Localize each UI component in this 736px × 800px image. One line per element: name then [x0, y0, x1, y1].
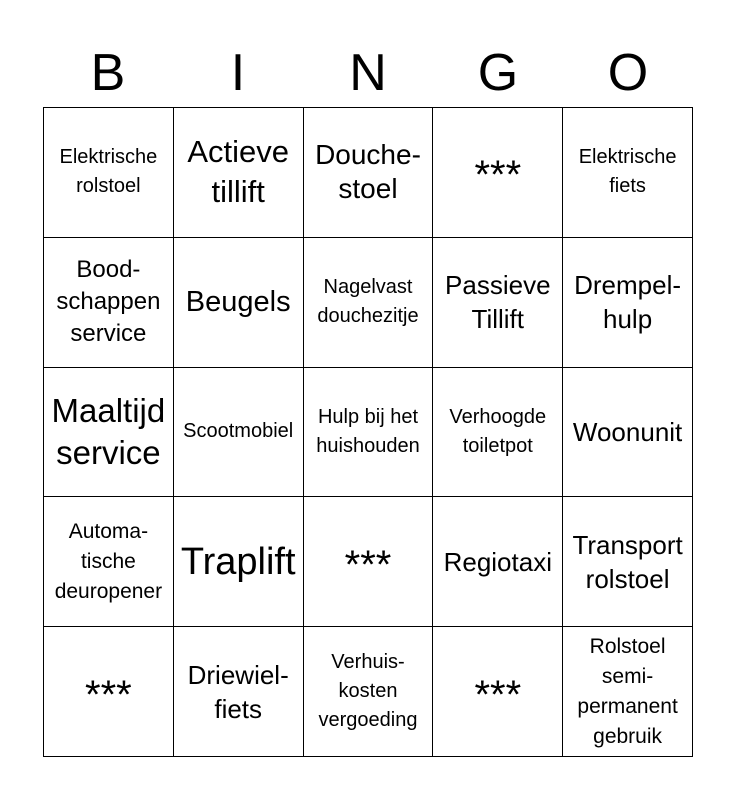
cell-label: Traplift	[180, 540, 296, 583]
bingo-cell-r2-c2[interactable]	[304, 368, 434, 498]
title-letter-n: N	[349, 44, 387, 102]
bingo-cell-r2-c4[interactable]	[563, 368, 693, 498]
title-letter-b: B	[90, 44, 126, 102]
cell-label: Hulp bij het huishouden	[316, 405, 420, 457]
bingo-cell-r3-c2[interactable]	[304, 497, 434, 627]
cell-label: Regiotaxi	[443, 546, 552, 577]
cell-label: Transport rolstoel	[572, 529, 683, 594]
bingo-cell-r2-c1[interactable]	[174, 368, 304, 498]
cell-label: Bood- schappen service	[56, 256, 161, 348]
free-space-stars: ***	[474, 153, 522, 198]
cell-label: Actieve tillift	[187, 134, 290, 210]
bingo-cell-r1-c2[interactable]	[304, 238, 434, 368]
cell-label: Beugels	[185, 286, 291, 319]
title-letter-i: I	[230, 44, 246, 102]
cell-label: Automa- tische deuropener	[54, 519, 163, 603]
free-space-stars: ***	[344, 542, 392, 587]
bingo-cell-r2-c0[interactable]	[44, 368, 174, 498]
bingo-cell-r1-c1[interactable]	[174, 238, 304, 368]
cell-label: Nagelvast douchezitje	[317, 276, 419, 328]
cell-label: Passieve Tillift	[445, 270, 551, 335]
bingo-cell-r4-c3[interactable]	[433, 627, 563, 757]
bingo-cell-r4-c0[interactable]	[44, 627, 174, 757]
bingo-cell-r0-c4[interactable]	[563, 108, 693, 238]
free-space-stars: ***	[474, 672, 522, 717]
bingo-cell-r1-c4[interactable]	[563, 238, 693, 368]
title-letter-o: O	[607, 44, 649, 102]
cell-label: Elektrische fiets	[578, 146, 677, 198]
bingo-cell-r0-c0[interactable]	[44, 108, 174, 238]
cell-label: Woonunit	[572, 416, 683, 447]
bingo-cell-r2-c3[interactable]	[433, 368, 563, 498]
bingo-cell-r0-c1[interactable]	[174, 108, 304, 238]
cell-label: Douche- stoel	[315, 139, 421, 205]
bingo-cell-r1-c3[interactable]	[433, 238, 563, 368]
title-letter-g: G	[477, 44, 519, 102]
bingo-cell-r3-c1[interactable]	[174, 497, 304, 627]
bingo-cell-r4-c1[interactable]	[174, 627, 304, 757]
cell-label: Scootmobiel	[183, 420, 294, 443]
bingo-cell-r4-c4[interactable]	[563, 627, 693, 757]
bingo-title	[43, 40, 693, 106]
bingo-cell-r3-c4[interactable]	[563, 497, 693, 627]
free-space-stars: ***	[85, 672, 132, 717]
cell-label: Verhoogde toiletpot	[449, 405, 547, 457]
bingo-cell-r1-c0[interactable]	[44, 238, 174, 368]
bingo-cell-r3-c3[interactable]	[433, 497, 563, 627]
bingo-cell-r3-c0[interactable]	[44, 497, 174, 627]
bingo-cell-r4-c2[interactable]	[304, 627, 434, 757]
cell-label: Driewiel- fiets	[187, 659, 289, 724]
bingo-cell-r0-c3[interactable]	[433, 108, 563, 238]
cell-label: Maaltijd service	[51, 391, 166, 471]
cell-label: Elektrische rolstoel	[59, 146, 158, 198]
bingo-card-grid	[43, 107, 693, 757]
cell-label: Verhuis- kosten vergoeding	[318, 651, 418, 732]
cell-label: Drempel- hulp	[574, 270, 682, 335]
cell-label: Rolstoel semi- permanent gebruik	[577, 634, 678, 748]
bingo-cell-r0-c2[interactable]	[304, 108, 434, 238]
